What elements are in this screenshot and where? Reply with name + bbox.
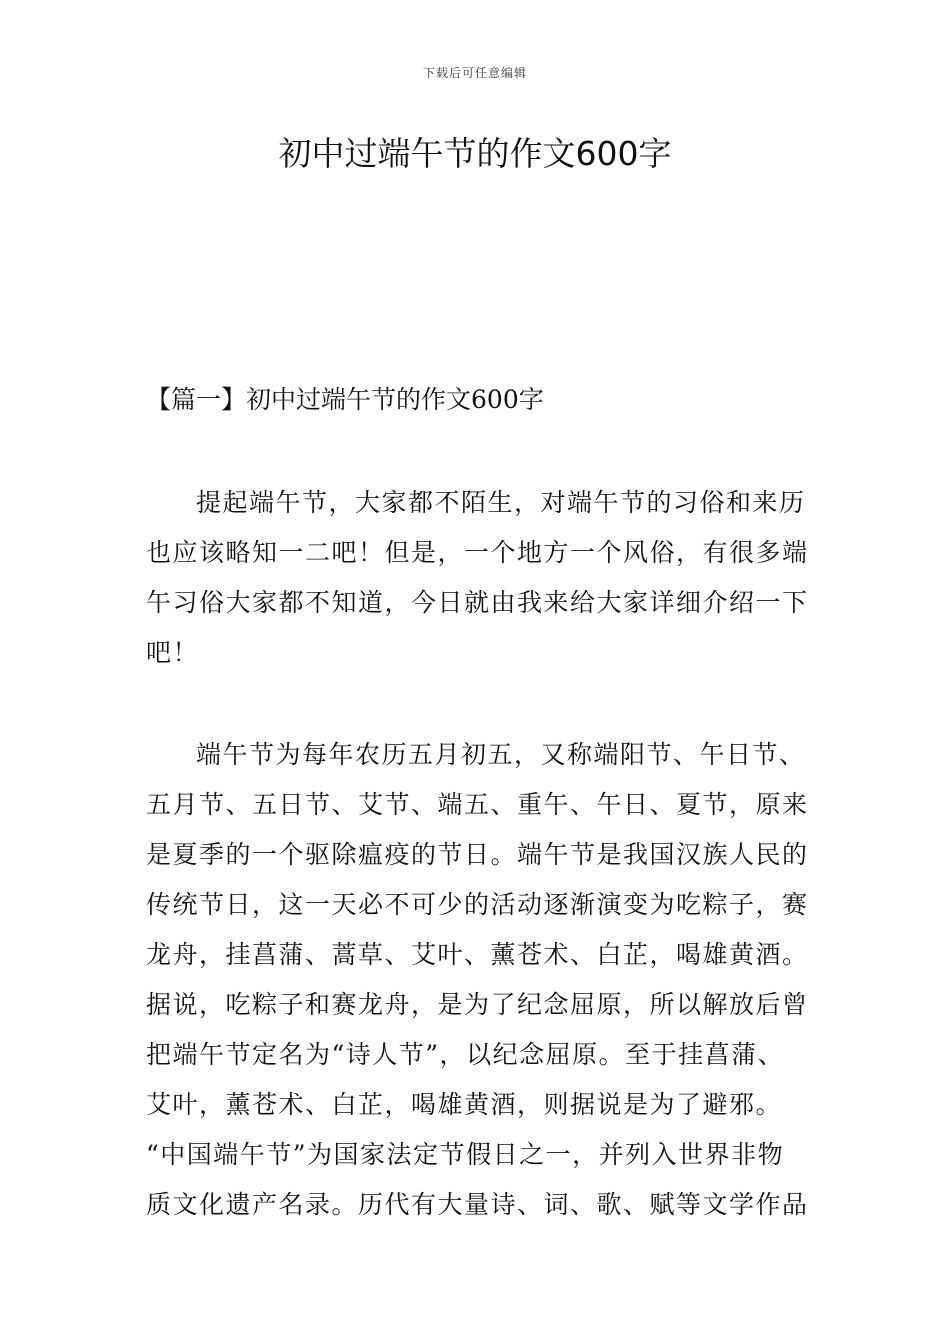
paragraph-line: 把端午节定名为“诗人节”，以纪念屈原。至于挂菖蒲、 [146, 1040, 785, 1069]
paragraph-line: 端午节为每年农历五月初五，又称端阳节、午日节、 [196, 740, 806, 769]
paragraph-line: 是夏季的一个驱除瘟疫的节日。端午节是我国汉族人民的 [146, 840, 809, 869]
paragraph-1 [146, 478, 816, 678]
paragraph-line: 也应该略知一二吧！但是，一个地方一个风俗，有很多端 [146, 538, 809, 567]
paragraph-line: 吧！ [146, 638, 200, 667]
paragraph-line: 艾叶，薰苍术、白芷，喝雄黄酒，则据说是为了避邪。 [146, 1090, 783, 1119]
paragraph-line: 传统节日，这一天必不可少的活动逐渐演变为吃粽子，赛 [146, 890, 809, 919]
document-title: 初中过端午节的作文600字 [278, 134, 672, 173]
section-heading: 【篇一】初中过端午节的作文600字 [146, 385, 544, 414]
paragraph-line: 据说，吃粽子和赛龙舟，是为了纪念屈原，所以解放后曾 [146, 990, 809, 1019]
paragraph-line: “中国端午节”为国家法定节假日之一，并列入世界非物 [146, 1140, 785, 1169]
header-note: 下载后可任意编辑 [422, 66, 527, 80]
paragraph-2 [146, 730, 816, 1230]
paragraph-line: 质文化遗产名录。历代有大量诗、词、歌、赋等文学作品 [146, 1190, 809, 1219]
paragraph-line: 提起端午节，大家都不陌生，对端午节的习俗和来历 [196, 488, 806, 517]
paragraph-line: 龙舟，挂菖蒲、蒿草、艾叶、薰苍术、白芷，喝雄黄酒。 [146, 940, 809, 969]
paragraph-line: 五月节、五日节、艾节、端五、重午、午日、夏节，原来 [146, 790, 809, 819]
paragraph-line: 午习俗大家都不知道，今日就由我来给大家详细介绍一下 [146, 588, 809, 617]
